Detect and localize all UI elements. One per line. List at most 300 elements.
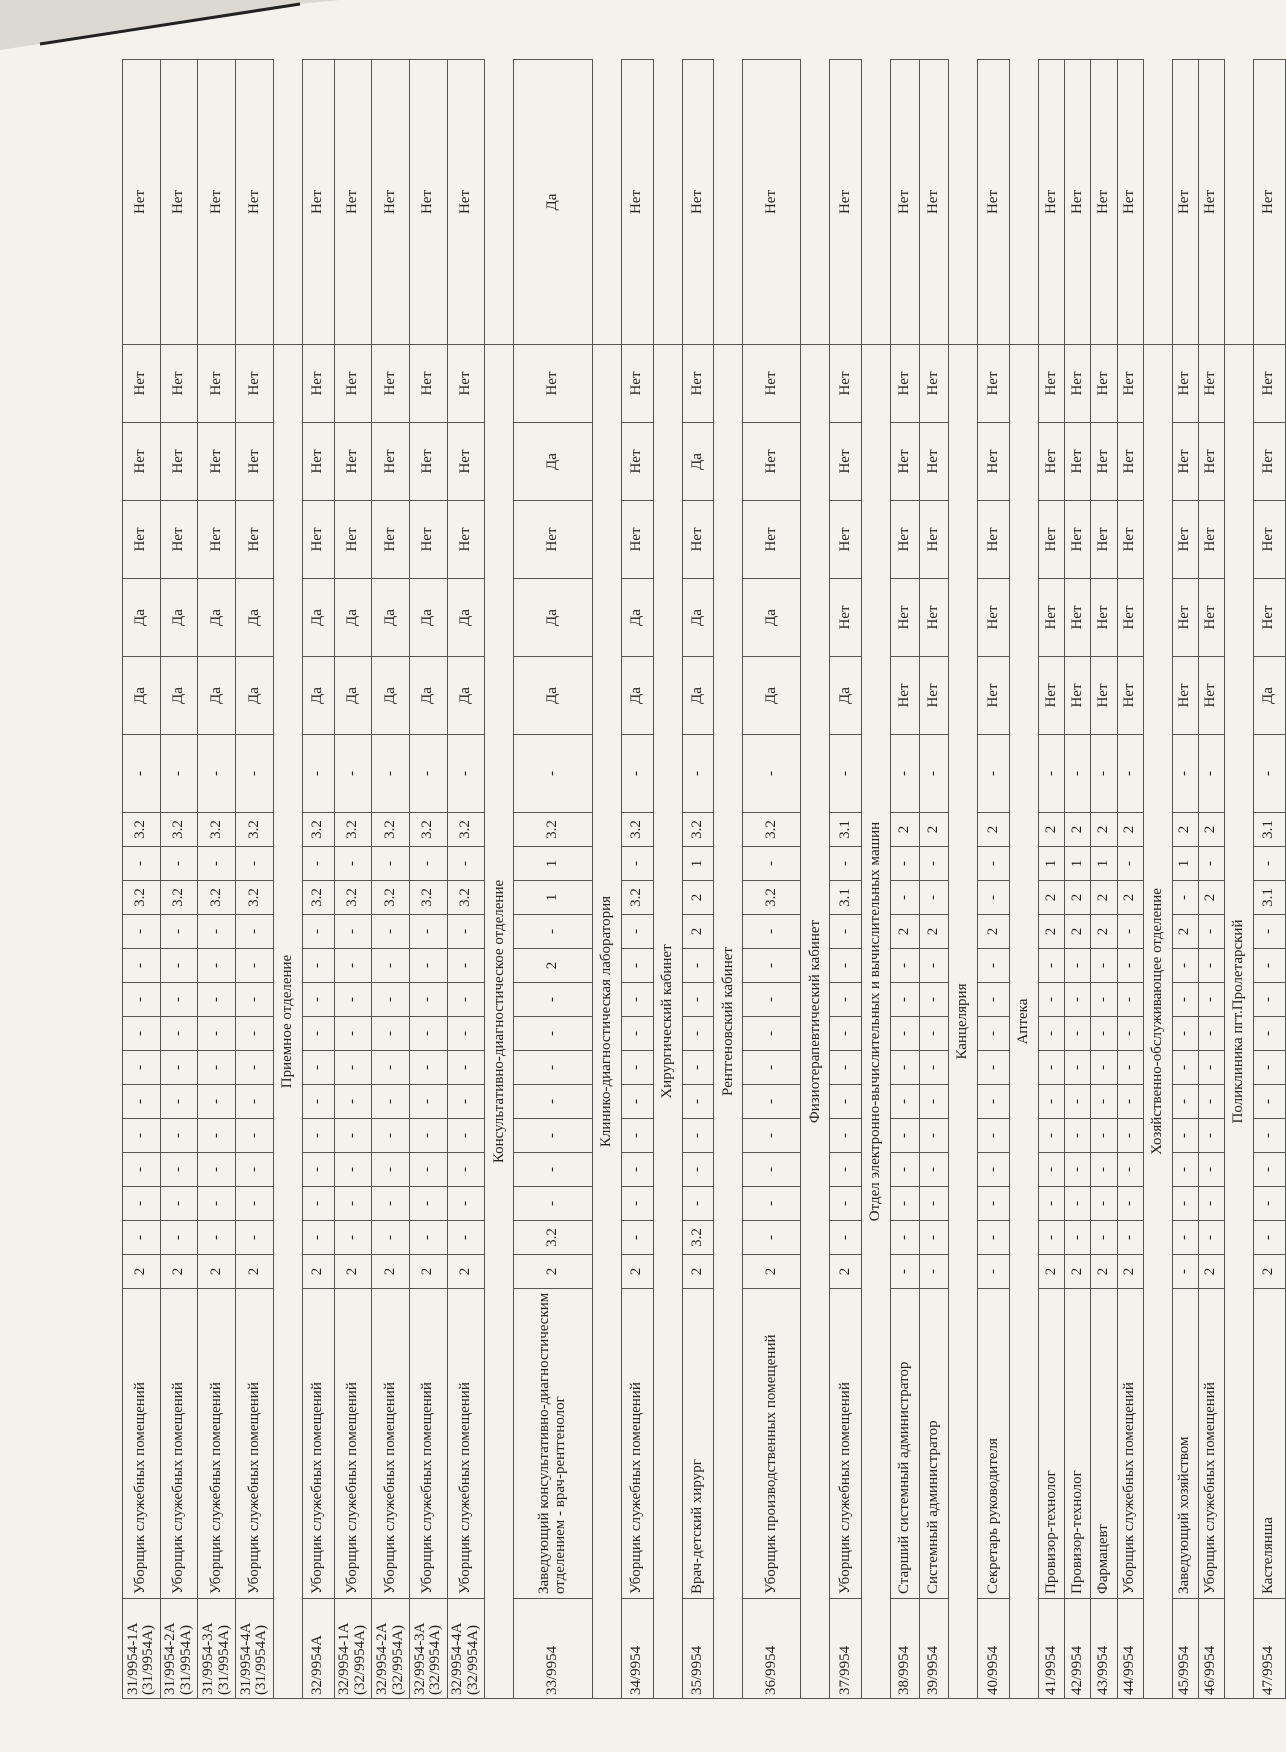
table-cell: - [236, 1153, 274, 1187]
table-cell: Нет [621, 345, 653, 423]
table-cell: - [1253, 1221, 1285, 1255]
table-cell: - [743, 1119, 801, 1153]
table-cell: - [198, 1017, 236, 1051]
table-cell: - [302, 983, 334, 1017]
table-cell: - [1198, 1051, 1224, 1085]
section-title: Хозяйственно-обслуживающее отделение [1143, 345, 1172, 1699]
table-cell: 2 [236, 1255, 274, 1289]
table-cell: 2 [682, 881, 714, 915]
table-cell: Нет [978, 579, 1010, 657]
table-cell: Нет [1039, 501, 1065, 579]
table-cell: - [198, 1153, 236, 1187]
table-cell: 2 [410, 1255, 448, 1289]
table-cell: Нет [1253, 579, 1285, 657]
table-cell: - [514, 1187, 592, 1221]
table-cell: - [160, 1187, 198, 1221]
table-cell: - [978, 735, 1010, 813]
table-cell: 1 [1091, 847, 1117, 881]
table-cell: Да [123, 579, 161, 657]
position-name: Уборщик служебных помещений [410, 1289, 448, 1599]
table-row [410, 60, 448, 1699]
table-row [830, 60, 862, 1699]
table-cell: Нет [236, 423, 274, 501]
table-cell: 3.2 [302, 813, 334, 847]
table-cell: - [1198, 735, 1224, 813]
table-cell: Нет [1039, 657, 1065, 735]
table-cell: - [1065, 1119, 1091, 1153]
table-cell: Нет [978, 501, 1010, 579]
table-cell: Нет [410, 60, 448, 345]
table-cell: - [447, 1119, 485, 1153]
section-row [1143, 60, 1172, 1699]
table-cell: - [621, 1119, 653, 1153]
workplace-code: 31/9954-2А (31/9954А) [160, 1599, 198, 1699]
table-cell: - [978, 1085, 1010, 1119]
table-cell: Нет [1198, 657, 1224, 735]
table-cell: - [447, 1221, 485, 1255]
table-cell: Нет [372, 501, 410, 579]
table-cell: Да [1253, 657, 1285, 735]
table-cell: Нет [160, 501, 198, 579]
table-cell: - [891, 881, 920, 915]
table-cell: - [372, 1119, 410, 1153]
workplace-code: 46/9954 [1198, 1599, 1224, 1699]
table-cell: - [1172, 983, 1198, 1017]
table-cell: - [891, 735, 920, 813]
table-cell: - [891, 1119, 920, 1153]
table-cell: 2 [302, 1255, 334, 1289]
table-cell: Да [334, 579, 372, 657]
table-cell: 3.2 [682, 1221, 714, 1255]
table-cell: Да [334, 657, 372, 735]
table-cell: - [1117, 1153, 1143, 1187]
table-cell: - [160, 847, 198, 881]
table-row [978, 60, 1010, 1699]
table-cell: - [743, 1085, 801, 1119]
table-cell: - [514, 1051, 592, 1085]
table-cell: Нет [447, 501, 485, 579]
table-cell: - [682, 1017, 714, 1051]
table-cell: - [447, 949, 485, 983]
table-cell: 2 [1091, 915, 1117, 949]
table-cell: - [123, 1153, 161, 1187]
table-cell: Да [682, 657, 714, 735]
table-cell: - [920, 1051, 949, 1085]
table-cell: - [1198, 1187, 1224, 1221]
table-cell: - [1117, 1085, 1143, 1119]
table-cell: Нет [1065, 579, 1091, 657]
table-cell: 2 [1091, 881, 1117, 915]
table-cell: - [830, 1051, 862, 1085]
table-cell: Нет [743, 423, 801, 501]
table-cell: 2 [1065, 1255, 1091, 1289]
table-cell: - [682, 1153, 714, 1187]
table-cell: - [410, 915, 448, 949]
table-cell: - [891, 1255, 920, 1289]
table-cell: Да [372, 579, 410, 657]
table-cell: - [621, 1017, 653, 1051]
table-cell: - [1039, 735, 1065, 813]
table-cell: - [891, 1221, 920, 1255]
section-row [273, 60, 302, 1699]
table-cell: - [160, 949, 198, 983]
section-title: Приемное отделение [273, 345, 302, 1699]
section-row [949, 60, 978, 1699]
table-cell: - [334, 1085, 372, 1119]
section-title: Физиотерапевтический кабинет [801, 345, 830, 1699]
table-cell: 2 [1172, 813, 1198, 847]
table-row [1253, 60, 1285, 1699]
section-row [592, 60, 621, 1699]
table-cell: Нет [1172, 501, 1198, 579]
table-cell: 3.2 [621, 813, 653, 847]
table-cell: - [1172, 1221, 1198, 1255]
table-cell: - [621, 1051, 653, 1085]
position-name: Провизор-технолог [1039, 1289, 1065, 1599]
table-cell: Да [236, 579, 274, 657]
table-cell: Нет [920, 423, 949, 501]
table-cell: 2 [1198, 881, 1224, 915]
table-cell: - [334, 1187, 372, 1221]
position-name: Врач-детский хирург [682, 1289, 714, 1599]
table-cell: Нет [1172, 60, 1198, 345]
table-cell: Нет [1039, 345, 1065, 423]
table-cell: - [198, 1085, 236, 1119]
table-cell: - [1091, 1119, 1117, 1153]
table-cell: Нет [198, 60, 236, 345]
table-cell: 3.2 [514, 1221, 592, 1255]
table-cell: - [1117, 949, 1143, 983]
table-cell: - [514, 1119, 592, 1153]
table-cell: - [123, 735, 161, 813]
table-cell: 2 [1065, 915, 1091, 949]
table-cell: Нет [891, 345, 920, 423]
table-cell: Нет [1039, 423, 1065, 501]
table-cell: Нет [920, 501, 949, 579]
table-cell: - [1039, 1051, 1065, 1085]
table-cell: 2 [1117, 1255, 1143, 1289]
table-cell: Нет [1198, 579, 1224, 657]
table-cell: 3.2 [334, 813, 372, 847]
table-cell: 2 [198, 1255, 236, 1289]
table-cell: - [1198, 983, 1224, 1017]
table-cell: 3.2 [514, 813, 592, 847]
table-cell: - [334, 1221, 372, 1255]
workplace-code: 32/9954-3А (32/9954А) [410, 1599, 448, 1699]
table-cell: Нет [372, 345, 410, 423]
table-cell: - [920, 1153, 949, 1187]
table-cell: Да [621, 657, 653, 735]
table-cell: 2 [920, 813, 949, 847]
table-cell: - [334, 1017, 372, 1051]
table-cell: Нет [920, 60, 949, 345]
table-cell: - [160, 1119, 198, 1153]
table-cell: 1 [514, 847, 592, 881]
table-cell: - [123, 1187, 161, 1221]
table-cell: - [891, 1085, 920, 1119]
table-cell: - [236, 915, 274, 949]
table-cell: - [978, 1017, 1010, 1051]
table-cell: - [1172, 1153, 1198, 1187]
position-name: Уборщик служебных помещений [302, 1289, 334, 1599]
table-cell: 3.2 [410, 881, 448, 915]
table-cell: Нет [1253, 423, 1285, 501]
table-cell: Нет [514, 501, 592, 579]
table-cell: 2 [1253, 1255, 1285, 1289]
table-cell: Нет [743, 60, 801, 345]
table-cell: - [410, 983, 448, 1017]
working-conditions-table [122, 59, 1286, 1699]
table-cell: Нет [302, 345, 334, 423]
table-row [123, 60, 161, 1699]
table-cell: - [123, 983, 161, 1017]
table-cell: Нет [1172, 579, 1198, 657]
table-cell: Нет [978, 60, 1010, 345]
table-cell: - [743, 847, 801, 881]
workplace-code: 32/9954А [302, 1599, 334, 1699]
table-cell: - [978, 1119, 1010, 1153]
table-cell: - [743, 1153, 801, 1187]
table-cell: Нет [1198, 423, 1224, 501]
table-cell: Нет [334, 345, 372, 423]
table-cell: Да [682, 423, 714, 501]
table-cell: - [1172, 1255, 1198, 1289]
table-cell: - [236, 847, 274, 881]
position-name: Секретарь руководителя [978, 1289, 1010, 1599]
workplace-code: 44/9954 [1117, 1599, 1143, 1699]
table-cell: 2 [682, 1255, 714, 1289]
table-cell: Нет [1198, 501, 1224, 579]
table-row [891, 60, 920, 1699]
table-cell: - [198, 1051, 236, 1085]
table-cell: - [1253, 1153, 1285, 1187]
table-cell: Нет [978, 345, 1010, 423]
table-cell: Нет [891, 657, 920, 735]
position-name: Заведующий консультативно-диагностическим отделением - врач-рентгенолог [514, 1289, 592, 1599]
table-cell: - [123, 1017, 161, 1051]
table-row [1091, 60, 1117, 1699]
section-title: Рентгеновский кабинет [714, 345, 743, 1699]
table-cell: - [978, 847, 1010, 881]
table-cell: - [1253, 915, 1285, 949]
table-cell: - [198, 1119, 236, 1153]
workplace-code: 32/9954-1А (32/9954А) [334, 1599, 372, 1699]
table-cell: - [1172, 881, 1198, 915]
table-cell: - [682, 1119, 714, 1153]
table-cell: - [1198, 1153, 1224, 1187]
table-cell: Нет [830, 501, 862, 579]
workplace-code: 32/9954-4А (32/9954А) [447, 1599, 485, 1699]
table-cell: 3.2 [198, 813, 236, 847]
table-cell: - [830, 1153, 862, 1187]
table-cell: Да [302, 657, 334, 735]
rotated-sheet [122, 59, 1277, 1699]
table-cell: - [682, 983, 714, 1017]
table-cell: - [830, 1221, 862, 1255]
table-cell: - [743, 915, 801, 949]
table-cell: - [978, 1051, 1010, 1085]
table-cell: Нет [123, 501, 161, 579]
table-cell: - [1039, 983, 1065, 1017]
table-cell: - [410, 1017, 448, 1051]
table-cell: - [123, 1221, 161, 1255]
table-cell: 2 [1198, 1255, 1224, 1289]
table-cell: - [1117, 915, 1143, 949]
table-cell: - [743, 1187, 801, 1221]
table-cell: - [198, 1187, 236, 1221]
table-cell: - [123, 949, 161, 983]
position-name: Уборщик служебных помещений [236, 1289, 274, 1599]
section-row [862, 60, 891, 1699]
table-cell: - [410, 1119, 448, 1153]
table-cell: Нет [123, 345, 161, 423]
table-cell: Нет [1039, 60, 1065, 345]
table-cell: - [830, 983, 862, 1017]
table-cell: - [1172, 735, 1198, 813]
table-cell: 3.2 [743, 881, 801, 915]
table-cell: Нет [621, 501, 653, 579]
table-cell: - [447, 983, 485, 1017]
table-cell: 3.2 [447, 813, 485, 847]
table-cell: Нет [334, 501, 372, 579]
table-cell: - [123, 1051, 161, 1085]
table-cell: - [372, 847, 410, 881]
table-cell: Нет [236, 501, 274, 579]
table-cell: Нет [372, 60, 410, 345]
table-cell: - [1091, 1221, 1117, 1255]
table-cell: - [978, 1187, 1010, 1221]
table-cell: - [1117, 1187, 1143, 1221]
workplace-code: 34/9954 [621, 1599, 653, 1699]
table-cell: - [334, 735, 372, 813]
table-cell: - [621, 983, 653, 1017]
table-cell: - [920, 1119, 949, 1153]
table-cell: - [302, 735, 334, 813]
table-cell: - [920, 1187, 949, 1221]
table-cell: - [410, 949, 448, 983]
table-cell: - [1039, 1221, 1065, 1255]
table-cell: - [1039, 1153, 1065, 1187]
section-row [801, 60, 830, 1699]
table-cell: - [447, 847, 485, 881]
table-cell: 2 [372, 1255, 410, 1289]
position-name: Уборщик служебных помещений [123, 1289, 161, 1599]
position-name: Уборщик служебных помещений [1198, 1289, 1224, 1599]
table-cell: Нет [236, 60, 274, 345]
table-cell: Нет [1253, 501, 1285, 579]
table-cell: - [236, 735, 274, 813]
table-cell: - [236, 1085, 274, 1119]
table-cell: - [978, 1255, 1010, 1289]
table-cell: - [891, 1051, 920, 1085]
table-cell: 1 [1039, 847, 1065, 881]
table-cell: 2 [1065, 813, 1091, 847]
workplace-code: 40/9954 [978, 1599, 1010, 1699]
table-cell: - [372, 735, 410, 813]
table-cell: 2 [682, 915, 714, 949]
table-cell: Нет [621, 423, 653, 501]
table-row [514, 60, 592, 1699]
table-cell: - [621, 915, 653, 949]
table-cell: - [1253, 1187, 1285, 1221]
table-cell: 3.2 [682, 813, 714, 847]
table-cell: Да [514, 423, 592, 501]
table-cell: Нет [1091, 60, 1117, 345]
table-cell: - [621, 1085, 653, 1119]
table-cell: - [743, 1221, 801, 1255]
table-cell: Нет [410, 423, 448, 501]
table-cell: Нет [1091, 579, 1117, 657]
table-cell: 3.2 [372, 881, 410, 915]
table-cell: Нет [1253, 60, 1285, 345]
table-cell: - [891, 983, 920, 1017]
table-cell: - [198, 983, 236, 1017]
table-cell: Нет [236, 345, 274, 423]
table-cell: - [1198, 949, 1224, 983]
table-cell: - [621, 949, 653, 983]
table-cell: - [830, 1017, 862, 1051]
table-cell: - [410, 1085, 448, 1119]
table-cell: Нет [1172, 345, 1198, 423]
table-cell: Нет [1091, 345, 1117, 423]
table-cell: - [891, 1187, 920, 1221]
table-cell: - [920, 1017, 949, 1051]
table-cell: - [1091, 1017, 1117, 1051]
table-cell: - [236, 949, 274, 983]
table-cell: - [1253, 847, 1285, 881]
table-cell: - [830, 949, 862, 983]
table-row [447, 60, 485, 1699]
table-cell: - [302, 1119, 334, 1153]
table-cell: - [1117, 1017, 1143, 1051]
table-cell: - [160, 1017, 198, 1051]
position-name: Старший системный администратор [891, 1289, 920, 1599]
table-cell: Нет [1065, 60, 1091, 345]
table-cell: - [236, 1051, 274, 1085]
table-cell: Нет [891, 423, 920, 501]
table-cell: - [682, 1187, 714, 1221]
table-cell: 2 [1117, 881, 1143, 915]
table-cell: - [302, 1187, 334, 1221]
workplace-code: 37/9954 [830, 1599, 862, 1699]
table-cell: - [743, 983, 801, 1017]
table-cell: - [978, 1153, 1010, 1187]
workplace-code: 41/9954 [1039, 1599, 1065, 1699]
table-cell: 3.2 [743, 813, 801, 847]
table-cell: Да [682, 579, 714, 657]
table-cell: Нет [891, 501, 920, 579]
table-cell: - [1172, 1017, 1198, 1051]
table-cell: Да [514, 60, 592, 345]
table-cell: 2 [1091, 813, 1117, 847]
table-cell: - [920, 735, 949, 813]
table-cell: - [920, 983, 949, 1017]
table-cell: - [682, 1085, 714, 1119]
table-cell: - [682, 1051, 714, 1085]
workplace-code: 45/9954 [1172, 1599, 1198, 1699]
table-cell: - [514, 983, 592, 1017]
table-cell: 3.2 [410, 813, 448, 847]
table-cell: - [1117, 735, 1143, 813]
table-cell: - [1172, 1187, 1198, 1221]
section-row [1224, 60, 1253, 1699]
section-row [714, 60, 743, 1699]
table-cell: - [1117, 1221, 1143, 1255]
table-cell: Нет [1065, 501, 1091, 579]
table-cell: 3.2 [160, 813, 198, 847]
table-cell: Да [198, 579, 236, 657]
table-cell: 2 [621, 1255, 653, 1289]
